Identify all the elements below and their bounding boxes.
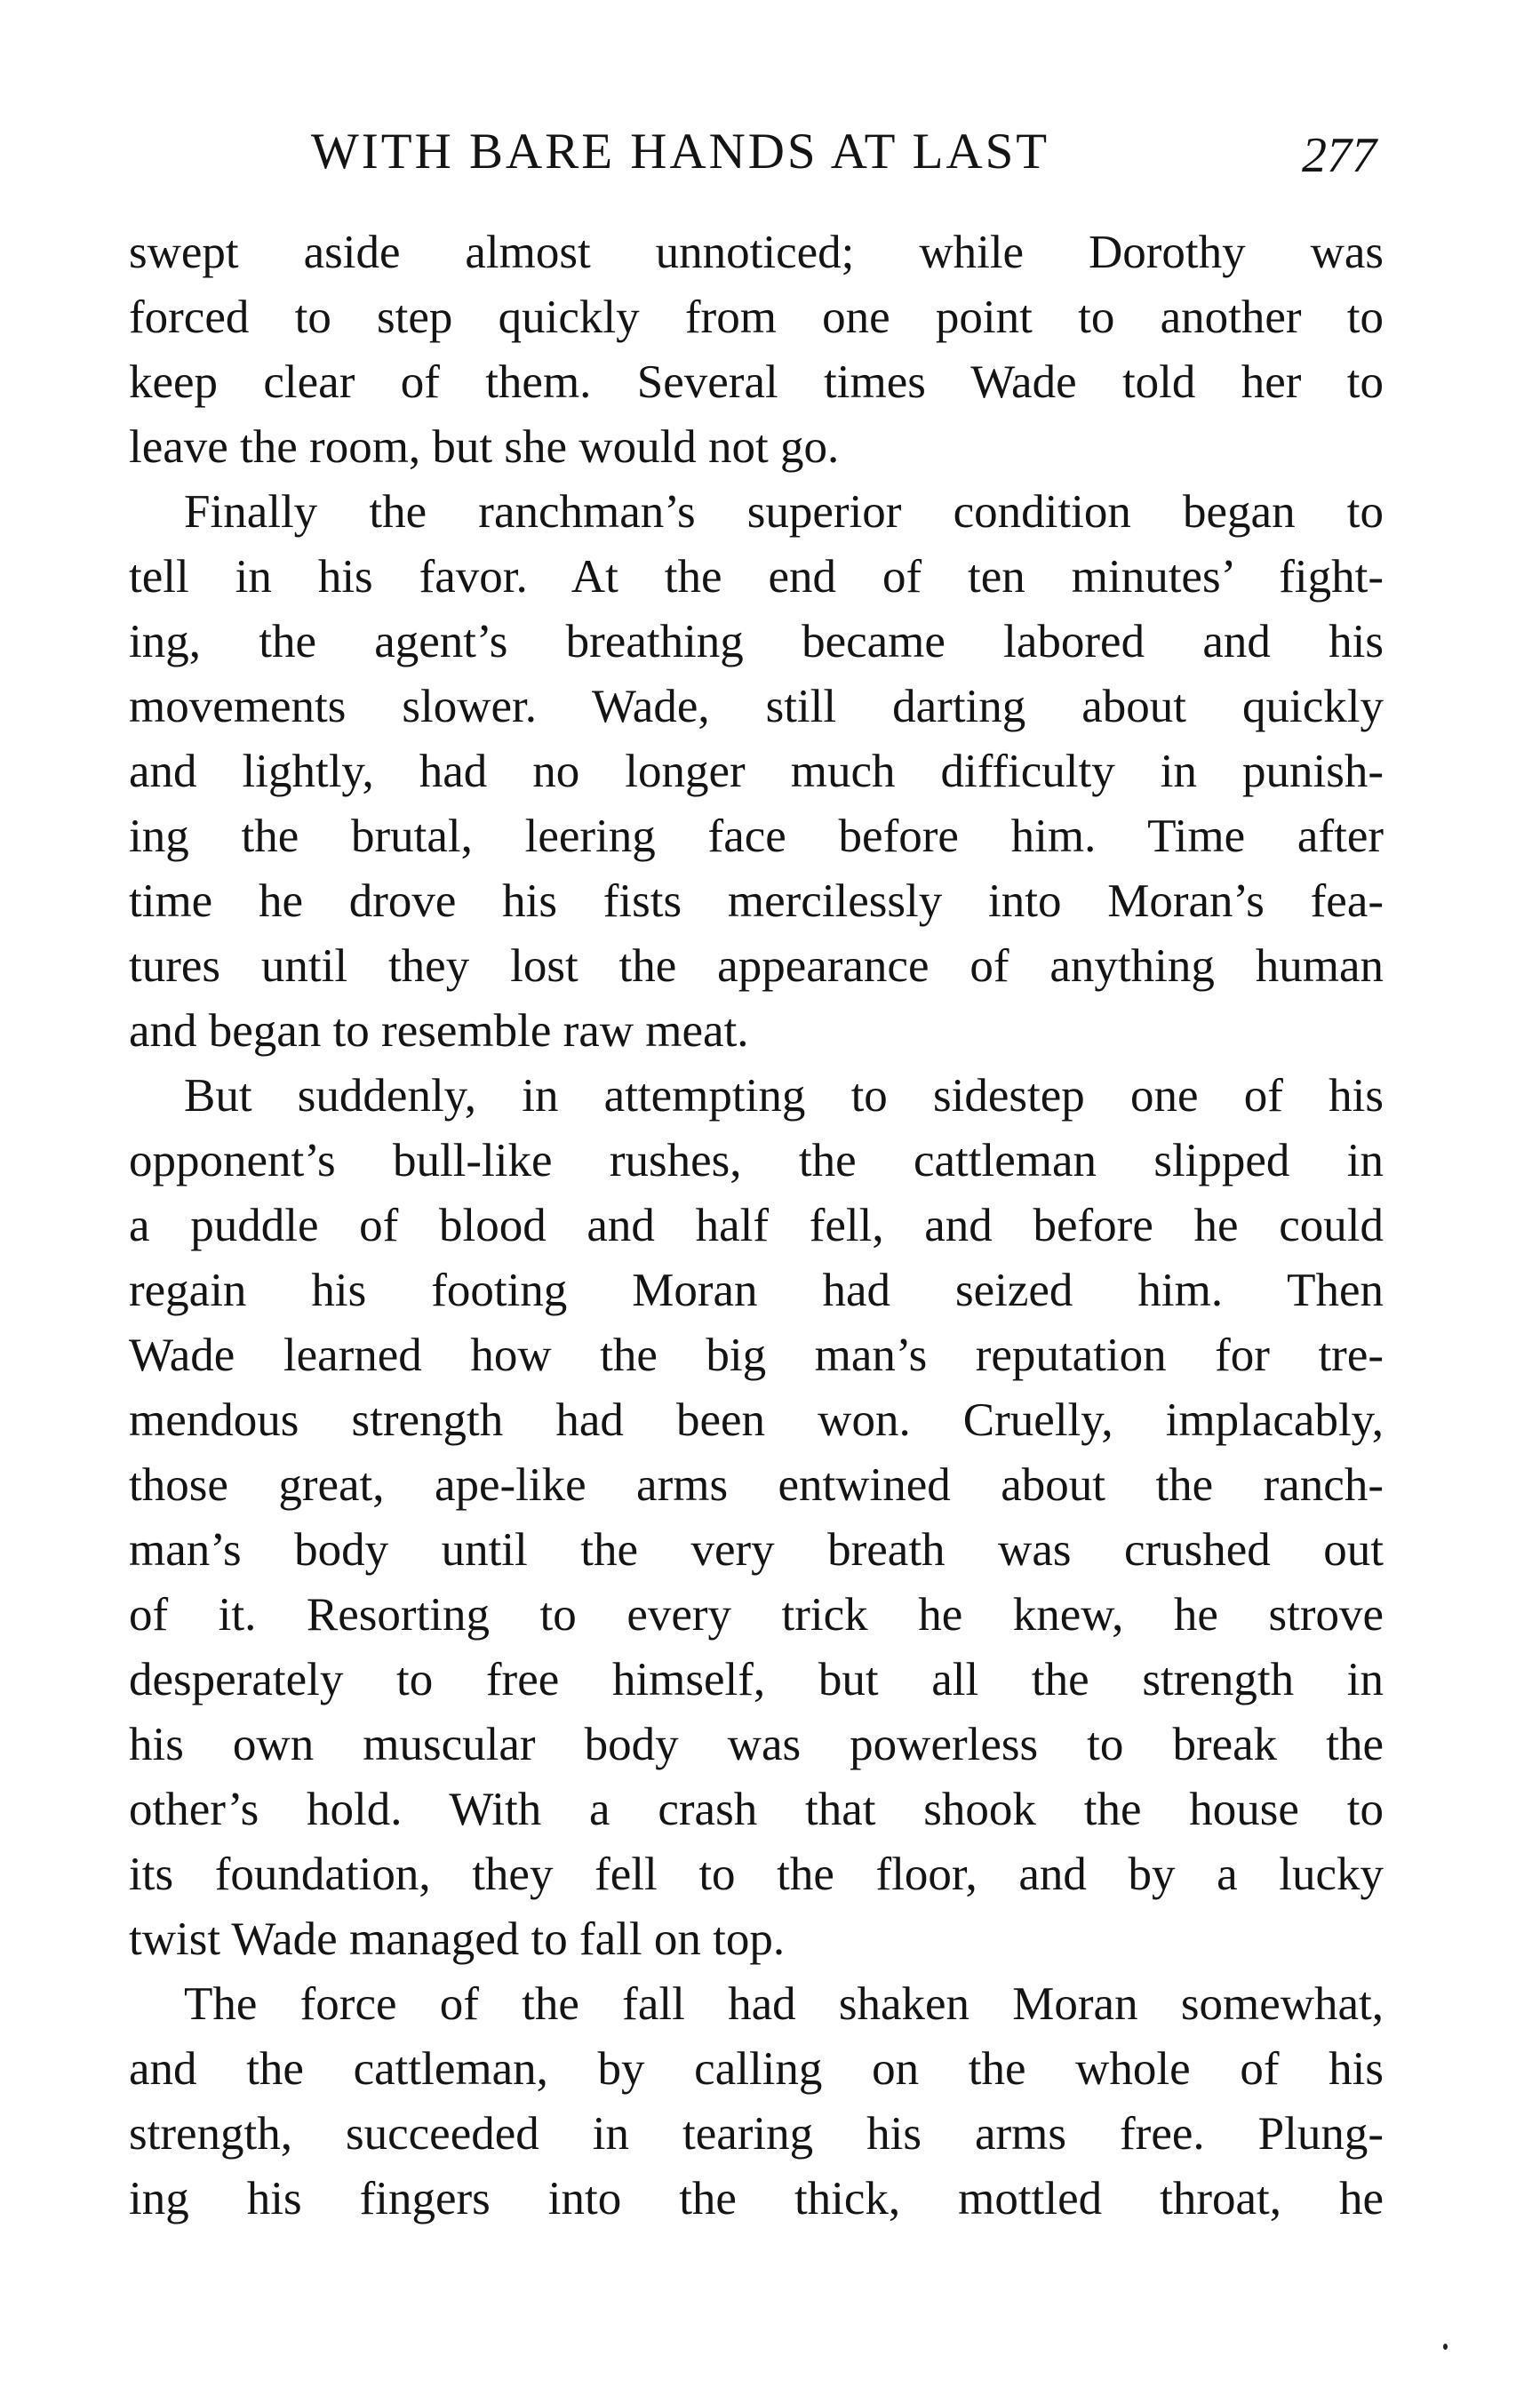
print-speck [1443,2344,1448,2350]
body-text [129,220,1384,2232]
text-line: tell in his favor. At the end of ten minutes’ fight- [129,551,1384,603]
text-line: Finally the ranchman’s superior condition began to [184,486,1384,538]
text-line: forced to step quickly from one point to another to [129,292,1384,343]
text-line: other’s hold. With a crash that shook the house to [129,1784,1384,1835]
text-line: opponent’s bull-like rushes, the cattleman slipped in [129,1135,1384,1186]
text-line: Wade learned how the big man’s reputation for tre- [129,1330,1384,1381]
text-line: and the cattleman, by calling on the whole of his [129,2043,1384,2095]
text-line: keep clear of them. Several times Wade told her to [129,356,1384,408]
page-number: 277 [1302,128,1376,183]
text-line: time he drove his fists mercilessly into Moran’s fea- [129,875,1384,927]
text-line: man’s body until the very breath was crushed out [129,1524,1384,1576]
text-line: The force of the fall had shaken Moran somewhat, [184,1978,1384,2030]
text-line: tures until they lost the appearance of anything human [129,940,1384,992]
text-line: those great, ape-like arms entwined about the ranch- [129,1459,1384,1511]
text-line: its foundation, they fell to the floor, and by a lucky [129,1849,1384,1900]
running-title: WITH BARE HANDS AT LAST [311,124,1050,180]
text-line: ing, the agent’s breathing became labored and his [129,616,1384,667]
text-line: regain his footing Moran had seized him. Then [129,1265,1384,1316]
text-line: a puddle of blood and half fell, and before he could [129,1200,1384,1251]
text-line: twist Wade managed to fall on top. [129,1913,786,1965]
text-line: But suddenly, in attempting to sidestep one of his [184,1070,1384,1122]
text-line: and began to resemble raw meat. [129,1005,749,1057]
text-line: strength, succeeded in tearing his arms free. Plung- [129,2108,1384,2160]
text-line: ing his fingers into the thick, mottled throat, he [129,2173,1384,2224]
text-line: his own muscular body was powerless to break the [129,1719,1384,1770]
text-line: desperately to free himself, but all the strength in [129,1654,1384,1705]
text-line: mendous strength had been won. Cruelly, implacably, [129,1394,1384,1446]
text-line: movements slower. Wade, still darting about quickly [129,681,1384,732]
text-line: leave the room, but she would not go. [129,421,840,473]
text-line: ing the brutal, leering face before him. Time after [129,811,1384,862]
running-head [129,121,1384,183]
text-line: and lightly, had no longer much difficulty in punish- [129,746,1384,797]
text-line: swept aside almost unnoticed; while Dorothy was [129,227,1384,278]
text-line: of it. Resorting to every trick he knew, he strove [129,1589,1384,1641]
